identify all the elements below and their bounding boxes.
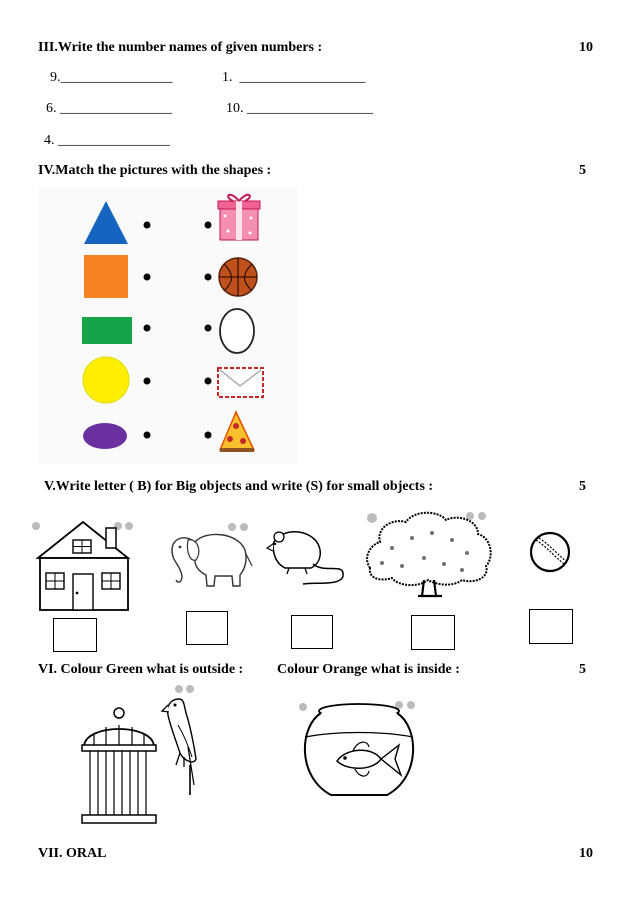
match-dot[interactable] [144, 378, 151, 385]
match-dot[interactable] [144, 222, 151, 229]
number-label: 1. [222, 70, 233, 85]
match-dot[interactable] [144, 432, 151, 439]
number-item[interactable] [226, 101, 373, 117]
bird-cage-icon [76, 685, 216, 830]
answer-box[interactable] [53, 618, 97, 652]
mouse-icon [265, 524, 350, 589]
answer-line: ________________ [60, 101, 172, 116]
square-shape [84, 255, 128, 298]
match-dot[interactable] [205, 432, 212, 439]
answer-line: ________________ [60, 70, 173, 85]
section3-title: III.Write the number names of given numbers : [38, 40, 323, 55]
house-icon [28, 518, 138, 613]
section6-title-inside: Colour Orange what is inside : [277, 662, 460, 677]
section7-title: VII. ORAL [38, 846, 107, 861]
match-dot[interactable] [205, 274, 212, 281]
gift-box-icon [218, 195, 260, 240]
match-dot[interactable] [144, 274, 151, 281]
ball-icon [528, 530, 572, 574]
answer-box[interactable] [529, 609, 573, 644]
rectangle-shape [82, 317, 132, 344]
match-dot[interactable] [205, 222, 212, 229]
basketball-icon [219, 258, 257, 296]
section5-title: V.Write letter ( B) for Big objects and write (S) for small objects : [44, 479, 434, 494]
answer-line: __________________ [247, 101, 373, 116]
elephant-icon [160, 520, 255, 590]
oval-shape [83, 423, 127, 449]
match-dot[interactable] [205, 325, 212, 332]
match-dot[interactable] [205, 378, 212, 385]
number-item[interactable] [46, 101, 172, 117]
answer-box[interactable] [291, 615, 333, 649]
number-item[interactable] [222, 70, 366, 86]
section3-marks: 10 [579, 40, 593, 55]
envelope-icon [218, 368, 263, 397]
number-label: 6. [46, 101, 57, 116]
section4-title: IV.Match the pictures with the shapes : [38, 163, 272, 178]
section4-marks: 5 [579, 163, 586, 178]
section7-marks: 10 [579, 846, 593, 861]
number-item[interactable] [50, 70, 173, 86]
match-shapes-panel [38, 188, 298, 463]
answer-line: ________________ [58, 133, 170, 148]
number-label: 10. [226, 101, 244, 116]
circle-shape [83, 357, 129, 403]
parrot-icon [162, 699, 196, 795]
match-dot[interactable] [144, 325, 151, 332]
egg-icon [220, 309, 254, 353]
number-label: 4. [44, 133, 55, 148]
number-item[interactable] [44, 133, 170, 149]
answer-box[interactable] [411, 615, 455, 650]
section6-marks: 5 [579, 662, 586, 677]
tree-icon [362, 508, 497, 598]
section5-marks: 5 [579, 479, 586, 494]
section6-title-outside: VI. Colour Green what is outside : [38, 662, 244, 677]
fish-bowl-icon [297, 697, 427, 807]
answer-box[interactable] [186, 611, 228, 645]
number-label: 9. [50, 70, 61, 85]
answer-line: __________________ [239, 70, 366, 85]
